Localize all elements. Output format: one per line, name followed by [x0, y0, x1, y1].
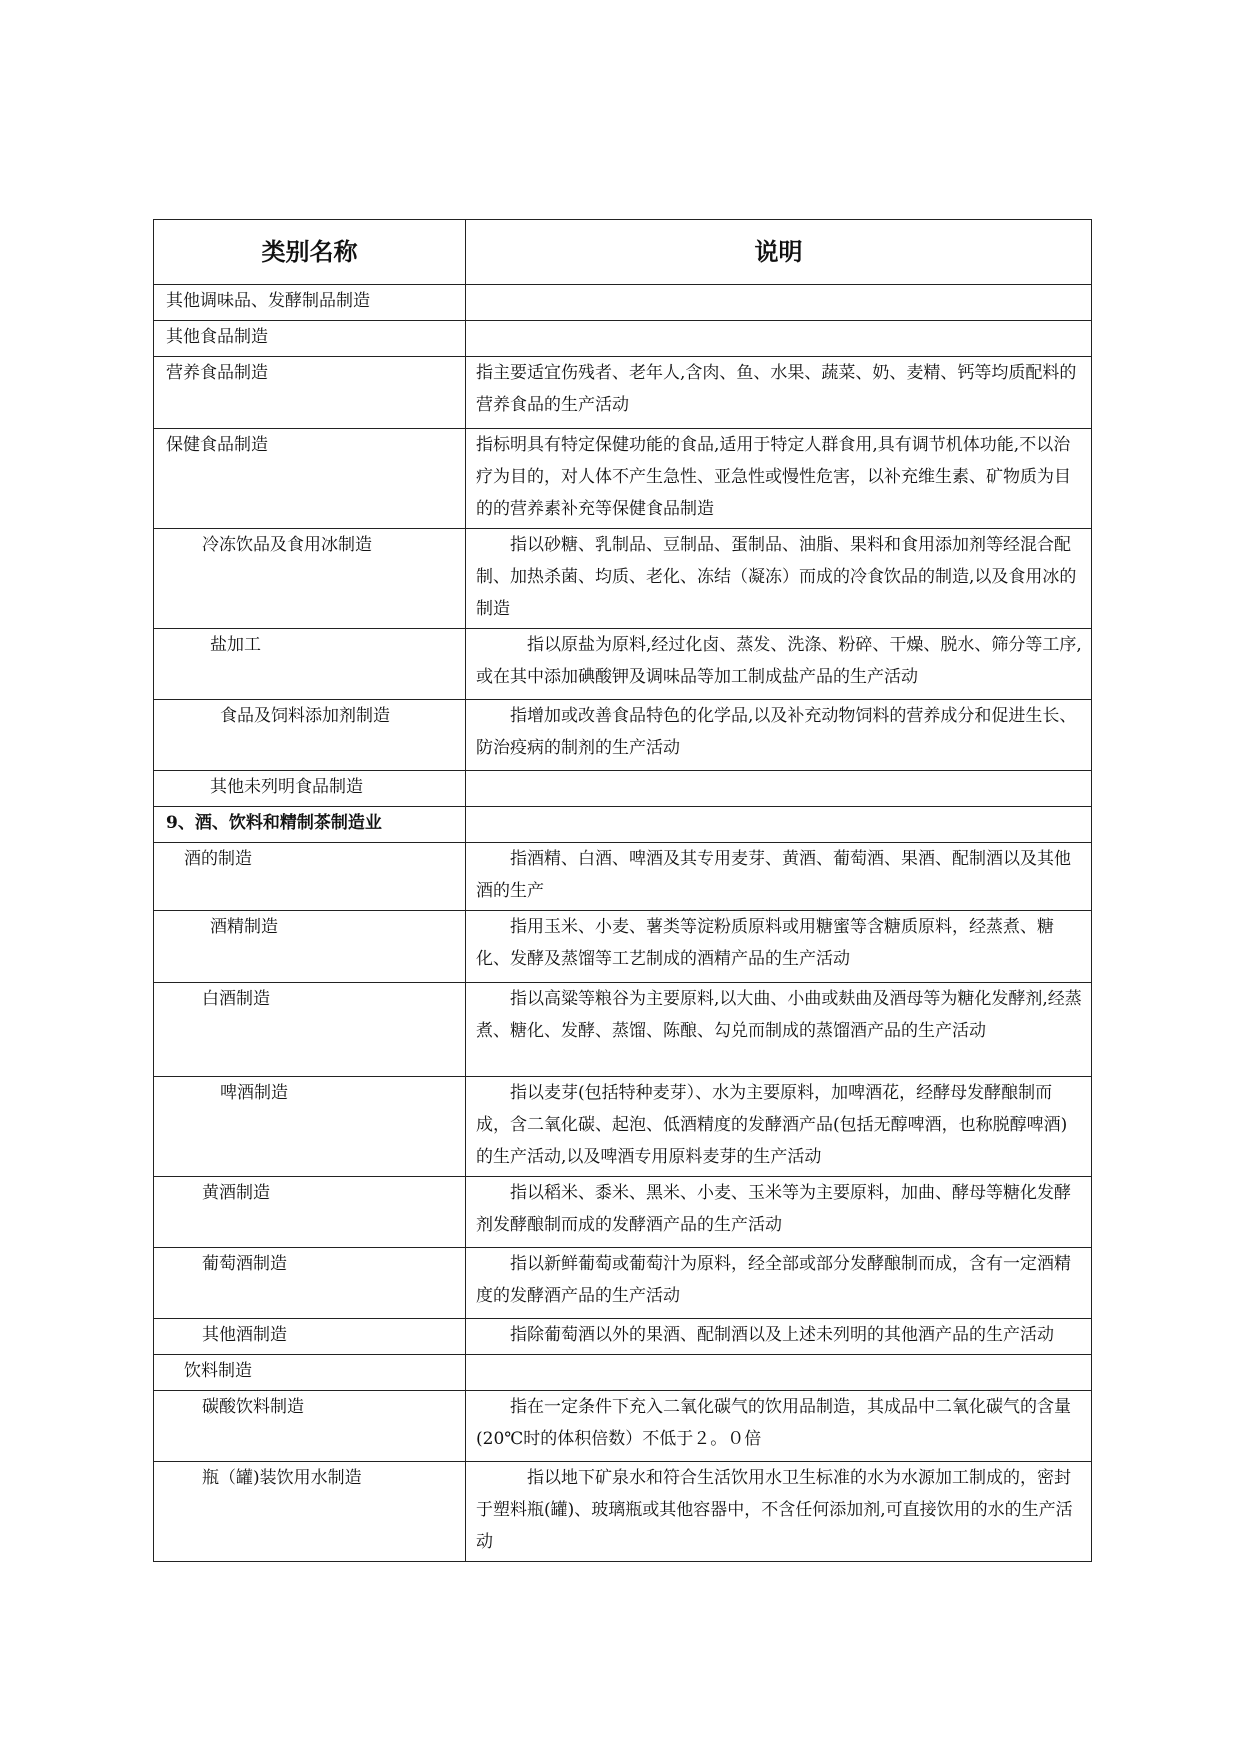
header-description: 说明 [466, 220, 1092, 285]
row-desc: 指除葡萄酒以外的果酒、配制酒以及上述未列明的其他酒产品的生产活动 [466, 1319, 1092, 1355]
row-name: 盐加工 [154, 629, 466, 700]
row-name: 保健食品制造 [154, 429, 466, 529]
table-row [154, 1177, 1092, 1248]
row-name: 其他酒制造 [154, 1319, 466, 1355]
row-name: 葡萄酒制造 [154, 1248, 466, 1319]
table-row [154, 911, 1092, 983]
row-name: 食品及饲料添加剂制造 [154, 700, 466, 771]
row-desc: 指以原盐为原料,经过化卤、蒸发、洗涤、粉碎、干燥、脱水、筛分等工序,或在其中添加碘酸钾及调味品等加工制成盐产品的生产活动 [466, 629, 1092, 700]
row-name: 黄酒制造 [154, 1177, 466, 1248]
row-name: 其他食品制造 [154, 321, 466, 357]
row-desc: 指以麦芽(包括特种麦芽）、水为主要原料，加啤酒花，经酵母发酵酿制而成，含二氧化碳、起泡、低酒精度的发酵酒产品(包括无醇啤酒，也称脱醇啤酒)的生产活动,以及啤酒专用原料麦芽的生产活动 [466, 1077, 1092, 1177]
table-row [154, 357, 1092, 429]
row-name: 碳酸饮料制造 [154, 1391, 466, 1462]
section-title: 9、酒、饮料和精制茶制造业 [154, 807, 466, 843]
category-table [153, 219, 1092, 1562]
row-desc: 指主要适宜伤残者、老年人,含肉、鱼、水果、蔬菜、奶、麦精、钙等均质配料的营养食品的生产活动 [466, 357, 1092, 429]
table-row [154, 529, 1092, 629]
table-row [154, 1248, 1092, 1319]
table-row [154, 1355, 1092, 1391]
row-desc [466, 1355, 1092, 1391]
row-desc: 指酒精、白酒、啤酒及其专用麦芽、黄酒、葡萄酒、果酒、配制酒以及其他酒的生产 [466, 843, 1092, 911]
row-desc: 指以新鲜葡萄或葡萄汁为原料，经全部或部分发酵酿制而成，含有一定酒精度的发酵酒产品的生产活动 [466, 1248, 1092, 1319]
table-row [154, 983, 1092, 1077]
row-desc: 指以砂糖、乳制品、豆制品、蛋制品、油脂、果料和食用添加剂等经混合配制、加热杀菌、均质、老化、冻结（凝冻）而成的冷食饮品的制造,以及食用冰的制造 [466, 529, 1092, 629]
table-row [154, 285, 1092, 321]
table-row [154, 1319, 1092, 1355]
table-row [154, 629, 1092, 700]
row-desc [466, 807, 1092, 843]
row-name: 冷冻饮品及食用冰制造 [154, 529, 466, 629]
table-row [154, 429, 1092, 529]
row-name: 酒的制造 [154, 843, 466, 911]
table-row [154, 321, 1092, 357]
table-row [154, 843, 1092, 911]
table-header-row [154, 220, 1092, 285]
row-name: 酒精制造 [154, 911, 466, 983]
row-desc: 指标明具有特定保健功能的食品,适用于特定人群食用,具有调节机体功能,不以治疗为目的，对人体不产生急性、亚急性或慢性危害，以补充维生素、矿物质为目的的营养素补充等保健食品制造 [466, 429, 1092, 529]
row-desc [466, 285, 1092, 321]
table-row [154, 1391, 1092, 1462]
row-name: 其他调味品、发酵制品制造 [154, 285, 466, 321]
table-row [154, 771, 1092, 807]
table-row [154, 1462, 1092, 1562]
row-desc: 指增加或改善食品特色的化学品,以及补充动物饲料的营养成分和促进生长、防治疫病的制剂的生产活动 [466, 700, 1092, 771]
table-row [154, 807, 1092, 843]
table-row [154, 700, 1092, 771]
row-desc [466, 321, 1092, 357]
row-desc: 指以地下矿泉水和符合生活饮用水卫生标准的水为水源加工制成的，密封于塑料瓶(罐)、玻璃瓶或其他容器中，不含任何添加剂,可直接饮用的水的生产活动 [466, 1462, 1092, 1562]
table-row [154, 1077, 1092, 1177]
row-desc: 指以高粱等粮谷为主要原料,以大曲、小曲或麸曲及酒母等为糖化发酵剂,经蒸煮、糖化、发酵、蒸馏、陈酿、勾兑而制成的蒸馏酒产品的生产活动 [466, 983, 1092, 1077]
row-name: 其他未列明食品制造 [154, 771, 466, 807]
row-name: 营养食品制造 [154, 357, 466, 429]
row-desc: 指在一定条件下充入二氧化碳气的饮用品制造，其成品中二氧化碳气的含量(20℃时的体积倍数）不低于２。０倍 [466, 1391, 1092, 1462]
row-name: 饮料制造 [154, 1355, 466, 1391]
row-desc: 指用玉米、小麦、薯类等淀粉质原料或用糖蜜等含糖质原料，经蒸煮、糖化、发酵及蒸馏等工艺制成的酒精产品的生产活动 [466, 911, 1092, 983]
row-desc [466, 771, 1092, 807]
row-name: 瓶（罐)装饮用水制造 [154, 1462, 466, 1562]
row-desc: 指以稻米、黍米、黑米、小麦、玉米等为主要原料，加曲、酵母等糖化发酵剂发酵酿制而成的发酵酒产品的生产活动 [466, 1177, 1092, 1248]
row-name: 白酒制造 [154, 983, 466, 1077]
header-category-name: 类别名称 [154, 220, 466, 285]
row-name: 啤酒制造 [154, 1077, 466, 1177]
